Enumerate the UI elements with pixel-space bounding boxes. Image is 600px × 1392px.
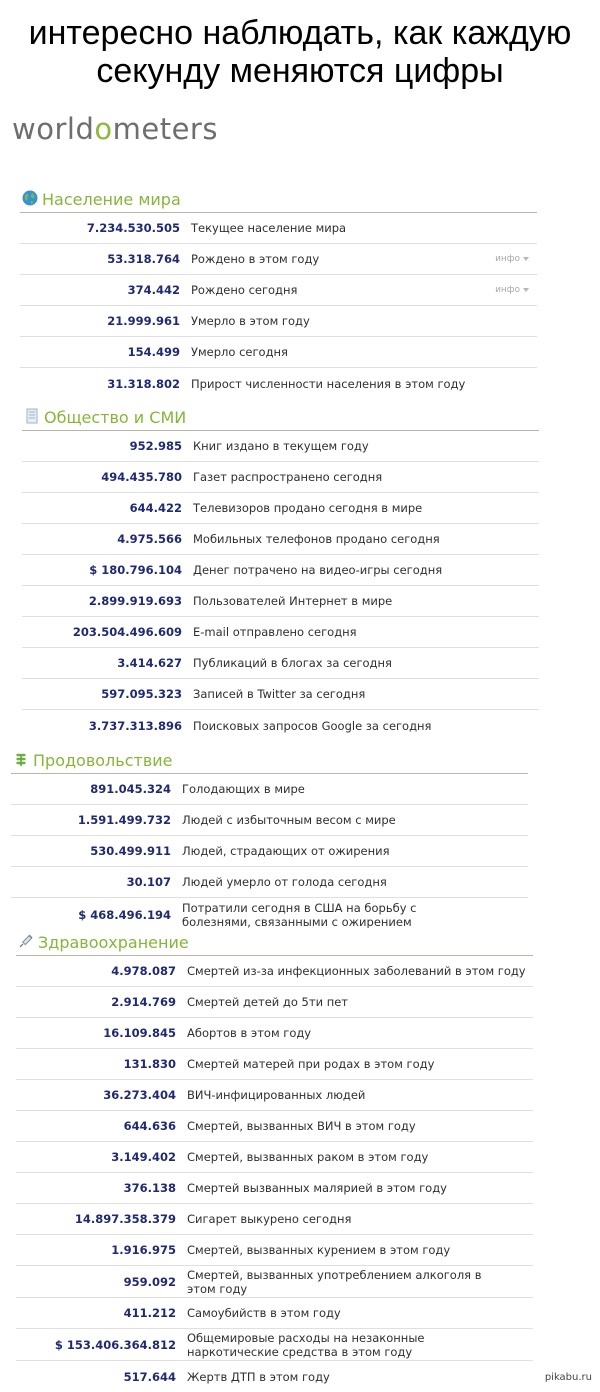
table-row [20, 368, 537, 399]
counter-label: ВИЧ-инфицированных людей [187, 1088, 366, 1102]
counter-label: Умерло сегодня [191, 345, 288, 359]
counter-label: Смертей детей до 5ти пет [187, 995, 348, 1009]
logo-text-meters: meters [112, 112, 218, 146]
info-dropdown[interactable]: инфо [495, 285, 529, 295]
table-row [22, 617, 539, 648]
pikabu-watermark: pikabu.ru [544, 1372, 592, 1383]
table-row [16, 1142, 533, 1173]
section-title: Продовольствие [33, 751, 173, 770]
counter-label: Смертей, вызванных раком в этом году [187, 1150, 429, 1164]
table-row [16, 956, 533, 987]
counter-label: Жертв ДТП в этом году [187, 1369, 330, 1384]
counter-label: Рождено сегодня [191, 283, 298, 297]
table-row [16, 1111, 533, 1142]
counter-label: Голодающих в мире [182, 782, 305, 796]
counter-value: 1.916.975 [111, 1243, 176, 1257]
info-dropdown[interactable]: инфо [495, 254, 529, 264]
table-row [22, 710, 539, 741]
counter-value: 2.899.919.693 [88, 594, 182, 608]
table-row [22, 493, 539, 524]
counter-value: 3.414.627 [117, 656, 182, 670]
counter-label: Смертей вызванных малярией в этом году [187, 1181, 447, 1195]
counter-value: $ 180.796.104 [89, 563, 182, 577]
counter-label: Поисковых запросов Google за сегодня [193, 718, 432, 733]
counter-value: 21.999.961 [107, 314, 180, 328]
counter-value: 7.234.530.505 [86, 221, 180, 235]
table-row [16, 1049, 533, 1080]
counter-label: Прирост численности населения в этом году [191, 376, 466, 391]
counter-value: 891.045.324 [90, 782, 171, 796]
table-row [16, 1298, 533, 1329]
section-header [20, 185, 537, 213]
counter-value: 30.107 [126, 875, 171, 889]
counter-label: Смертей, вызванных ВИЧ в этом году [187, 1119, 416, 1133]
table-row [20, 306, 537, 337]
counter-label: Смертей, вызванных курением в этом году [187, 1243, 451, 1257]
counter-value: $ 153.406.364.812 [54, 1337, 176, 1352]
counter-label: Умерло в этом году [191, 314, 310, 328]
counter-label: Мобильных телефонов продано сегодня [193, 532, 440, 546]
counter-value: 203.504.496.609 [72, 625, 182, 639]
counter-value: 644.636 [123, 1119, 176, 1133]
counter-value: 4.978.087 [111, 964, 176, 978]
counter-label: Книг издано в текущем году [193, 439, 369, 453]
counter-label: Смертей, вызванных употреблением алкоголя в этом году [187, 1267, 482, 1296]
meme-caption: интересно наблюдать, как каждую секунду меняются цифры [28, 14, 572, 90]
counter-value: 4.975.566 [117, 532, 182, 546]
table-row [22, 586, 539, 617]
counter-value: 530.499.911 [90, 844, 171, 858]
counter-label: Общемировые расходы на незаконные наркотические средства в этом году [187, 1330, 425, 1359]
counter-label: E-mail отправлено сегодня [193, 625, 357, 639]
counter-value: 1.591.499.732 [77, 813, 171, 827]
counter-value: 53.318.764 [107, 252, 180, 266]
section-population [20, 185, 537, 399]
section-title: Население мира [42, 190, 181, 209]
counter-value: 494.435.780 [101, 470, 182, 484]
table-row [20, 244, 537, 275]
counter-value: 376.138 [123, 1181, 176, 1195]
syringe-icon [18, 933, 34, 949]
counter-label: Смертей матерей при родах в этом году [187, 1057, 435, 1071]
counter-label: Газет распространено сегодня [193, 470, 383, 484]
counter-label: Текущее население мира [191, 221, 347, 235]
counter-value: 3.149.402 [111, 1150, 176, 1164]
table-row [22, 431, 539, 462]
table-row [11, 898, 528, 928]
counter-label: Пользователей Интернет в мире [193, 594, 393, 608]
counter-label: Публикаций в блогах за сегодня [193, 656, 392, 670]
counter-label: Сигарет выкурено сегодня [187, 1212, 352, 1226]
section-society [22, 403, 539, 741]
counter-value: 411.212 [123, 1306, 176, 1320]
table-row [20, 337, 537, 368]
table-row [16, 1361, 533, 1392]
counter-label: Рождено в этом году [191, 252, 320, 266]
table-row [22, 648, 539, 679]
table-row [16, 1204, 533, 1235]
counter-value: 952.985 [129, 439, 182, 453]
counter-value: 374.442 [127, 283, 180, 297]
counter-value: 3.737.313.896 [88, 718, 182, 733]
counter-label: Самоубийств в этом году [187, 1306, 341, 1320]
counter-value: 31.318.802 [107, 376, 180, 391]
logo-text-o: o [94, 112, 113, 146]
globe-icon [22, 190, 38, 206]
table-row [11, 805, 528, 836]
counter-label: Людей, страдающих от ожирения [182, 844, 390, 858]
counter-label: Смертей из-за инфекционных заболеваний в этом году [187, 964, 526, 978]
counter-label: Людей с избыточным весом с мире [182, 813, 396, 827]
section-title: Общество и СМИ [44, 408, 187, 427]
table-row [22, 555, 539, 586]
counter-value: $ 468.496.194 [78, 908, 171, 922]
table-row [22, 524, 539, 555]
table-row [16, 1080, 533, 1111]
counter-label: Телевизоров продано сегодня в мире [193, 501, 423, 515]
table-row [16, 1173, 533, 1204]
table-row [22, 679, 539, 710]
counter-value: 597.095.323 [101, 687, 182, 701]
table-row [11, 867, 528, 898]
counter-label: Потратили сегодня в США на борьбу с болезнями, связанными с ожирением [182, 901, 417, 928]
table-row [16, 1329, 533, 1361]
counter-value: 959.092 [123, 1274, 176, 1289]
table-row [22, 462, 539, 493]
table-row [16, 1235, 533, 1266]
counter-value: 517.644 [123, 1369, 176, 1384]
table-row [20, 275, 537, 306]
newspaper-icon [24, 408, 40, 424]
counter-value: 131.830 [123, 1057, 176, 1071]
section-health [16, 928, 533, 1392]
counter-value: 644.422 [129, 501, 182, 515]
section-header [11, 746, 528, 774]
logo-text-world: world [12, 112, 95, 146]
section-header [22, 403, 539, 431]
section-food [11, 746, 528, 928]
section-title: Здравоохранение [38, 933, 189, 952]
table-row [16, 1018, 533, 1049]
counter-value: 36.273.404 [103, 1088, 176, 1102]
table-row [11, 836, 528, 867]
section-header [16, 928, 533, 956]
counter-value: 2.914.769 [111, 995, 176, 1009]
counter-label: Людей умерло от голода сегодня [182, 875, 387, 889]
worldometers-logo[interactable] [12, 112, 218, 146]
counter-value: 154.499 [127, 345, 180, 359]
counter-value: 14.897.358.379 [74, 1212, 176, 1226]
counter-label: Абортов в этом году [187, 1026, 312, 1040]
counter-label: Денег потрачено на видео-игры сегодня [193, 563, 443, 577]
table-row [16, 1266, 533, 1298]
wheat-icon [13, 751, 29, 767]
table-row [20, 213, 537, 244]
counter-value: 16.109.845 [103, 1026, 176, 1040]
table-row [11, 774, 528, 805]
table-row [16, 987, 533, 1018]
counter-label: Записей в Twitter за сегодня [193, 687, 366, 701]
